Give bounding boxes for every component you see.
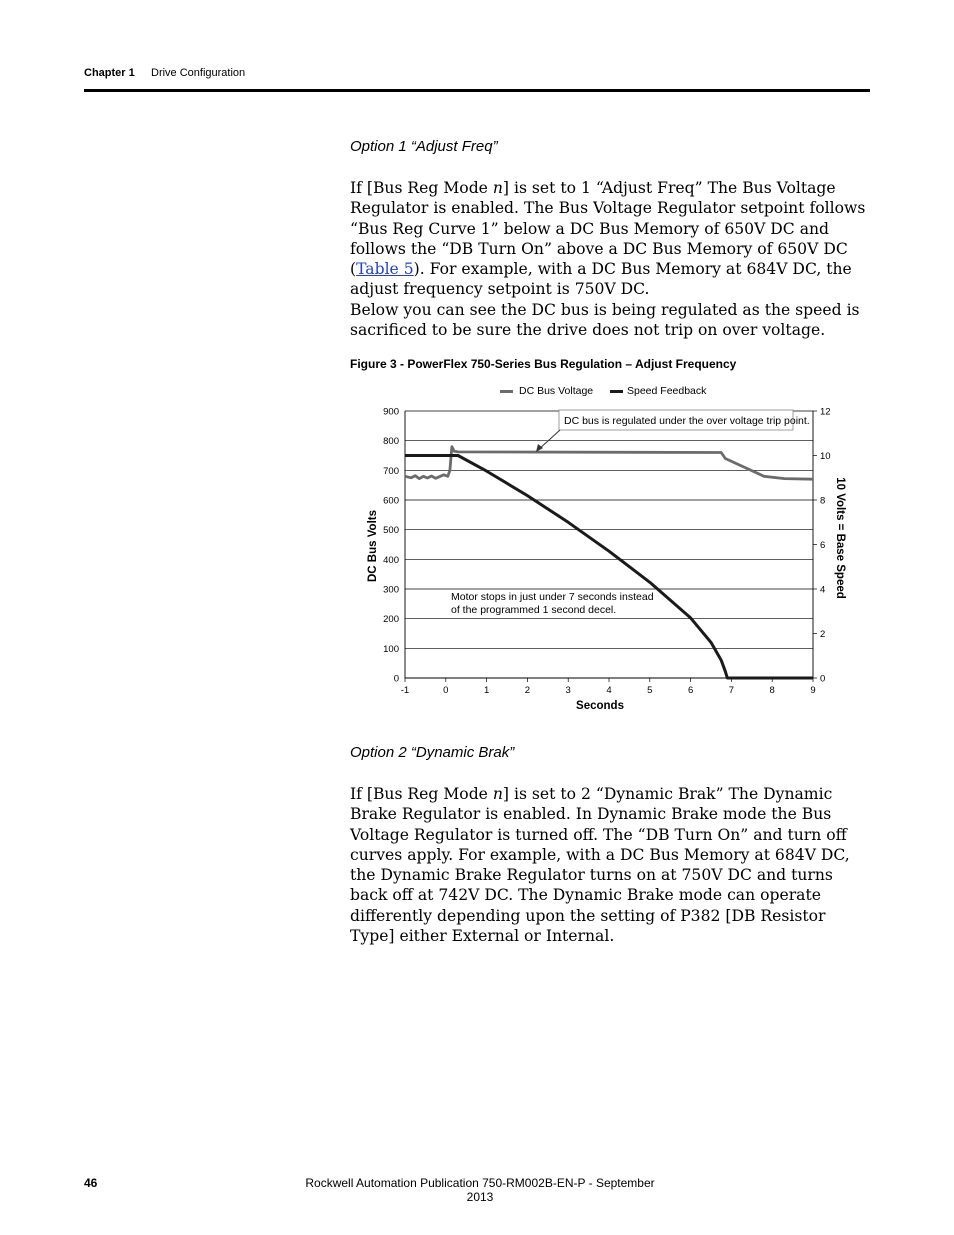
option1-para-prefix: If [Bus Reg Mode — [350, 179, 493, 197]
annotation-motor-stops — [451, 591, 654, 616]
x-tick-label: 4 — [606, 685, 612, 696]
y2-tick-label: 4 — [820, 584, 826, 596]
publication-info: Rockwell Automation Publication 750-RM002B-EN-P - September 2013 — [305, 1176, 655, 1204]
bus-regulation-chart — [360, 378, 860, 718]
chapter-title: Drive Configuration — [151, 67, 246, 79]
option1-para-middle: ] is set to 1 “Adjust Freq” The Bus Voltage Regulator is enabled. The Bus Voltage Regulator setpoint follows “Bus Reg Curve 1” below a DC Bus Memory of 650V DC and follows the “DB Turn On” above a DC Bus Memory of 650V DC ( — [350, 179, 866, 279]
y-tick-label: 900 — [383, 406, 399, 418]
option1-heading: Option 1 “Adjust Freq” — [350, 138, 498, 155]
figure-title: PowerFlex 750-Series Bus Regulation – Adjust Frequency — [407, 357, 737, 371]
option2-para-variable: n — [492, 785, 503, 803]
table5-link[interactable]: Table 5 — [356, 260, 414, 279]
x-tick-label: -1 — [400, 685, 410, 696]
y-tick-label: 500 — [383, 525, 399, 537]
y2-tick-label: 12 — [820, 406, 831, 418]
legend-label-dc-bus: DC Bus Voltage — [519, 385, 594, 397]
annotation-dc-bus-text: DC bus is regulated under the over voltage trip point. — [564, 415, 810, 427]
x-tick-label: 2 — [524, 685, 531, 696]
header-rule — [84, 89, 870, 92]
x-tick-label: 9 — [810, 685, 816, 696]
x-tick-label: 8 — [769, 685, 775, 696]
y-tick-label: 600 — [383, 495, 399, 507]
option1-paragraph — [350, 178, 872, 300]
option2-paragraph — [350, 784, 872, 946]
y-tick-label: 200 — [383, 614, 399, 626]
y-tick-label: 800 — [383, 436, 399, 448]
chapter-label: Chapter 1 — [84, 67, 135, 79]
legend-swatch-dc-bus — [500, 390, 513, 393]
annotation-dc-bus — [536, 410, 810, 452]
option1-para-variable: n — [492, 179, 503, 197]
y2-tick-label: 10 — [820, 451, 831, 462]
y-tick-label: 400 — [383, 554, 399, 566]
figure-label: Figure 3 - — [350, 357, 408, 371]
option2-heading: Option 2 “Dynamic Brak” — [350, 744, 515, 761]
x-tick-label: 7 — [728, 685, 735, 696]
x-tick-label: 3 — [565, 685, 571, 696]
annotation-motor-text-1: Motor stops in just under 7 seconds instead — [451, 591, 654, 603]
y2-tick-label: 0 — [820, 673, 826, 685]
y-tick-label: 100 — [383, 643, 399, 655]
annotation-motor-text-2: of the programmed 1 second decel. — [451, 604, 617, 616]
y2-tick-label: 8 — [820, 495, 826, 507]
x-axis-title: Seconds — [576, 700, 624, 712]
y2-tick-label: 2 — [820, 629, 826, 640]
figure-caption — [350, 357, 736, 371]
series-line-dc-bus-voltage — [405, 447, 813, 480]
series-line-speed-feedback — [405, 456, 813, 679]
y-axis-title: DC Bus Volts — [367, 510, 379, 582]
y2-tick-label: 6 — [820, 540, 826, 551]
x-tick-label: 6 — [687, 685, 694, 696]
option2-para-prefix: If [Bus Reg Mode — [350, 785, 493, 803]
option1-para-suffix: ). For example, with a DC Bus Memory at 684V DC, the adjust frequency setpoint is 750V DC. — [350, 260, 852, 299]
chart-series — [405, 447, 813, 678]
legend-swatch-speed — [610, 390, 623, 393]
option1-paragraph-2: Below you can see the DC bus is being regulated as the speed is sacrificed to be sure the drive does not trip on over voltage. — [350, 301, 860, 340]
x-tick-label: 1 — [483, 685, 490, 696]
x-tick-label: 0 — [443, 685, 449, 696]
legend-label-speed: Speed Feedback — [627, 385, 707, 397]
page-number: 46 — [84, 1176, 98, 1190]
y-tick-label: 300 — [383, 584, 399, 596]
y2-axis-title: 10 Volts = Base Speed — [834, 477, 846, 599]
option2-para-suffix: ] is set to 2 “Dynamic Brak” The Dynamic Brake Regulator is enabled. In Dynamic Brake mode the Bus Voltage Regulator is turned off. The “DB Turn On” and turn off curves apply. For example, with a DC Bus Memory at 684V DC, the Dynamic Brake Regulator turns on at 750V DC and turns back off at 742V DC. The Dynamic Brake mode can operate differently depending upon the setting of P382 [DB Resistor Type] either External or Internal. — [350, 785, 850, 946]
y-tick-label: 0 — [393, 673, 399, 685]
chart-legend — [500, 385, 707, 397]
x-tick-label: 5 — [647, 685, 653, 696]
y-tick-label: 700 — [383, 465, 399, 477]
